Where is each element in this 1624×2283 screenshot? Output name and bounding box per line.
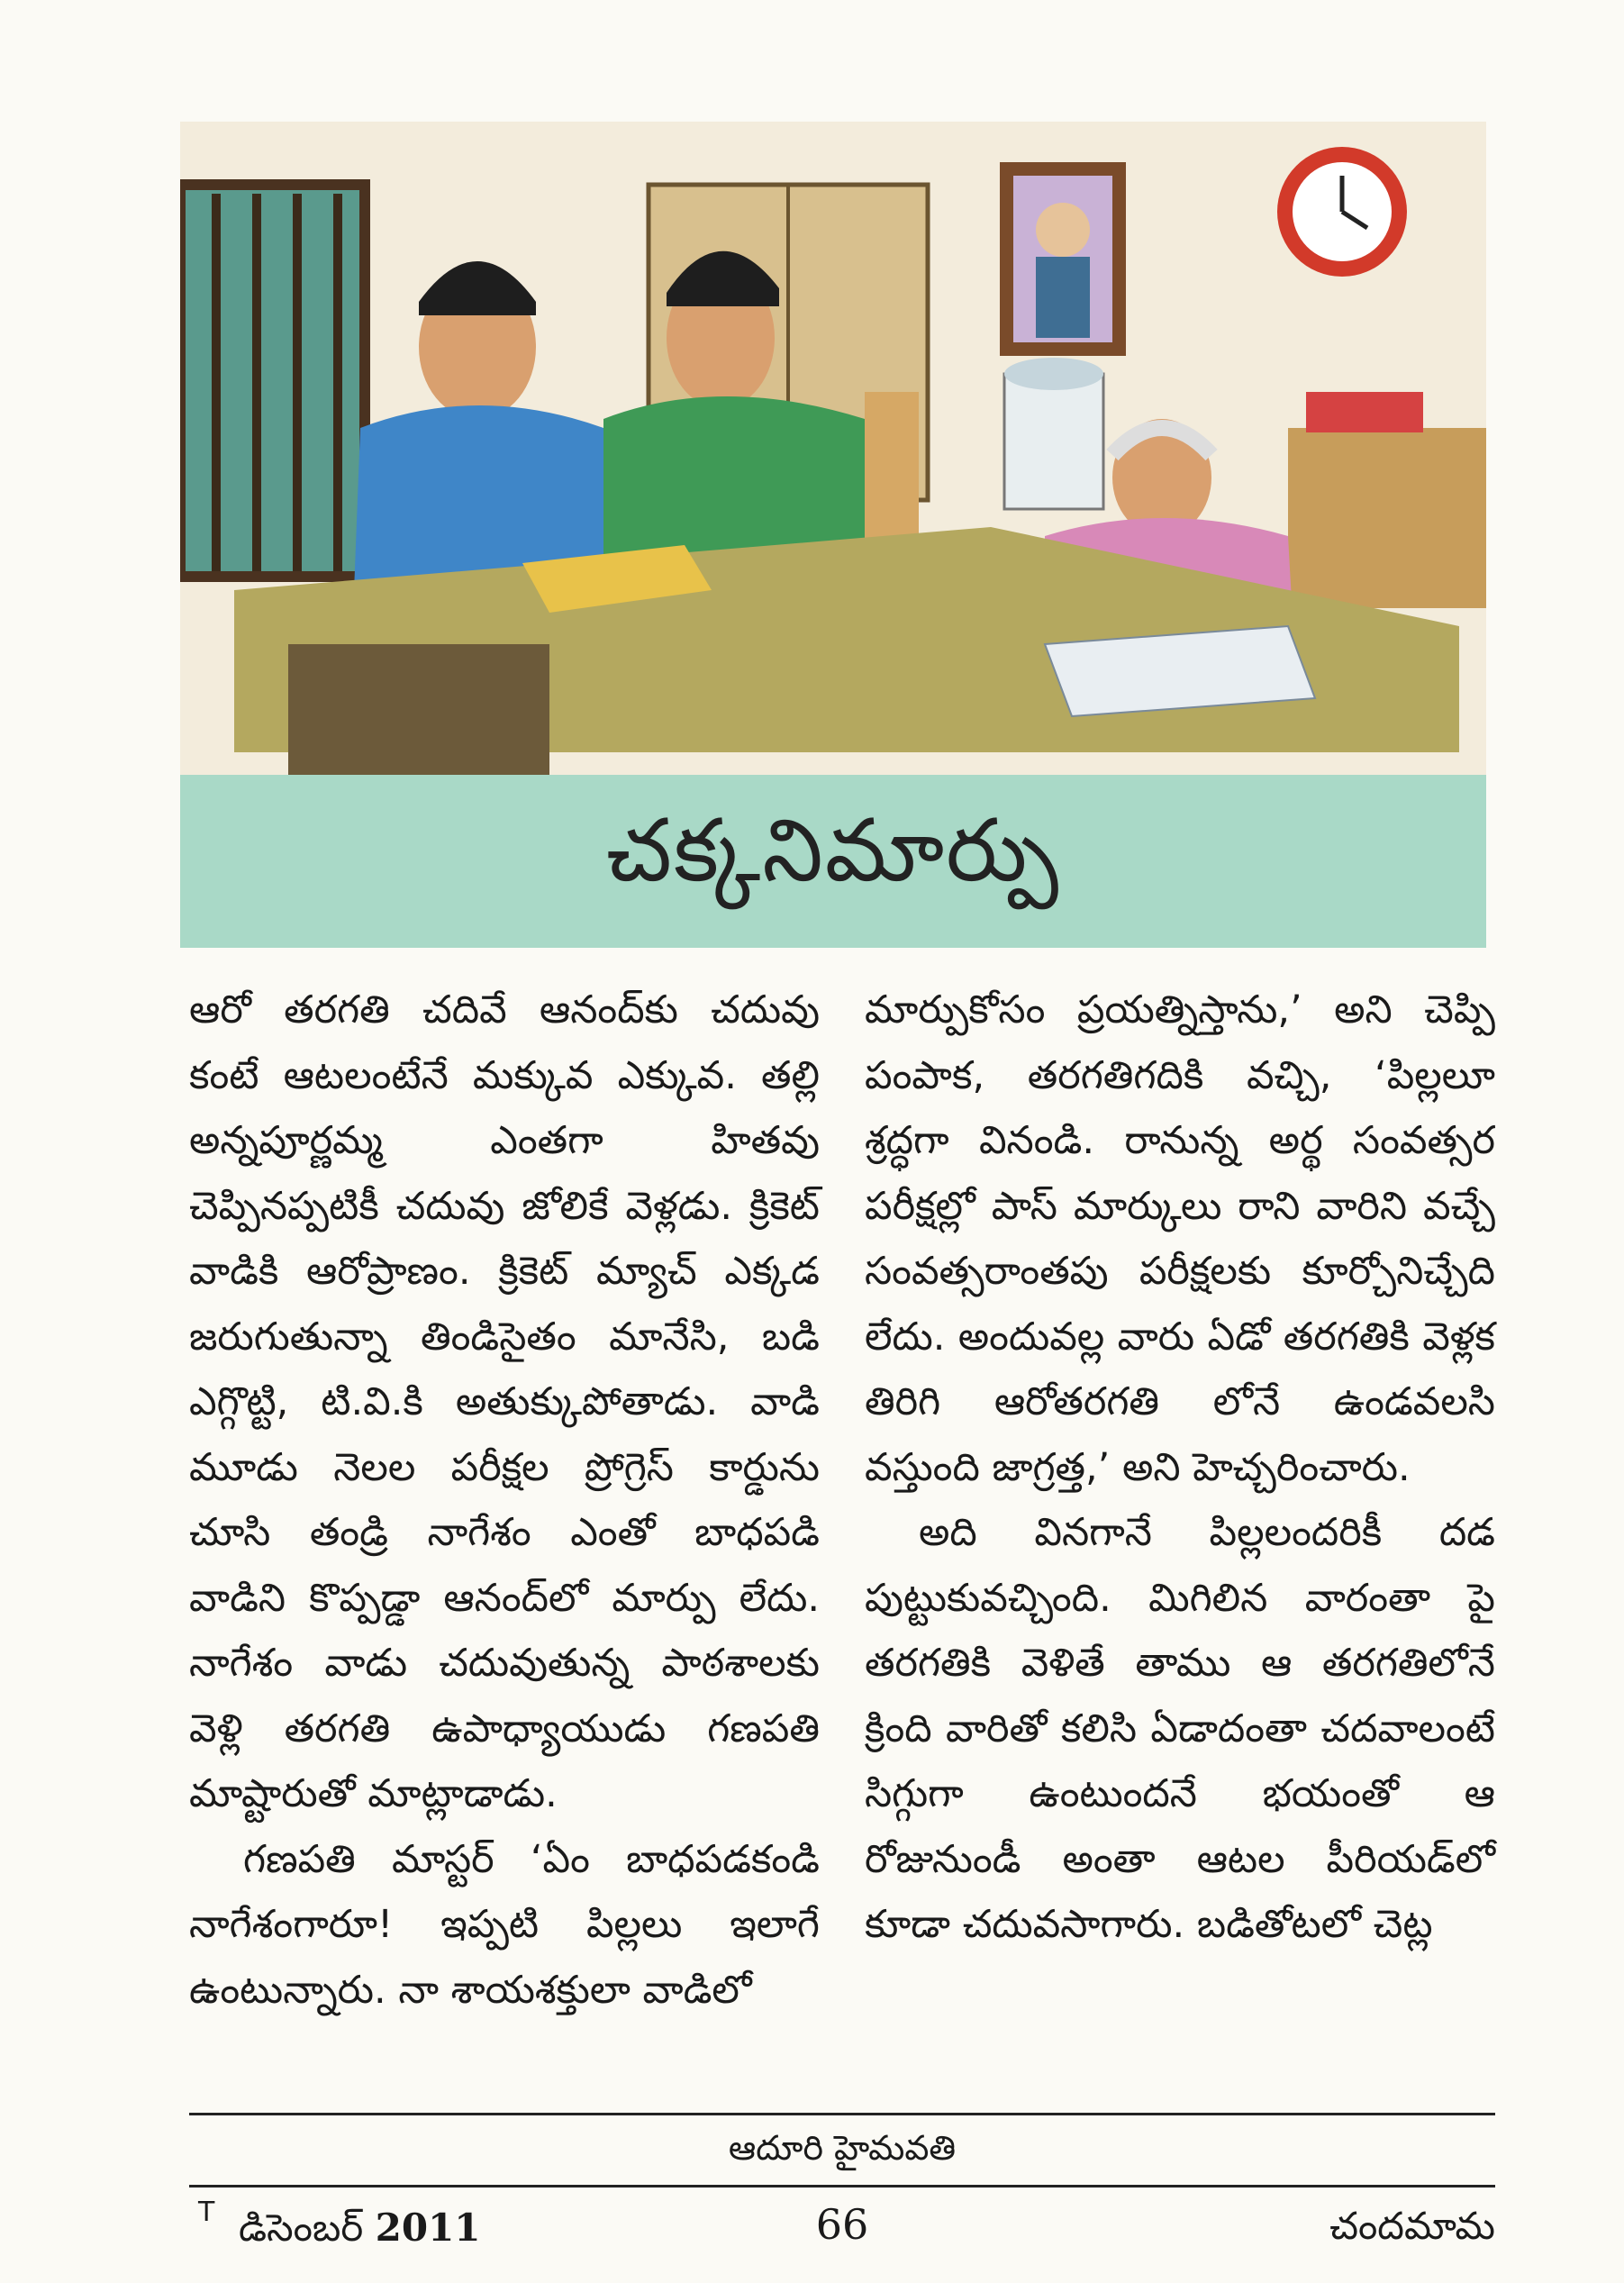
left-paragraph-1: ఆరో తరగతి చదివే ఆనంద్‌కు చదువు కంటే ఆటలంటేనే మక్కువ ఎక్కువ. తల్లి అన్నపూర్ణమ్మ ఎంతగా హితవు చెప్పినప్పటికీ చదువు జోలికే వెళ్లడు. క్రికెట్ వాడికి ఆరోప్రాణం. క్రికెట్ మ్యాచ్ ఎక్కడ జరుగుతున్నా తిండిసైతం మానేసి, బడి ఎగ్గొట్టి, టి.వి.కి అతుక్కుపోతాడు. వాడి మూడు నెలల పరీక్షల ప్రోగ్రెస్ కార్డును చూసి తండ్రి నాగేశం ఎంతో బాధపడి వాడిని కొప్పడ్డా ఆనంద్‌లో మార్పు లేదు. నాగేశం వాడు చదువుతున్న పాఠశాలకు వెళ్లి తరగతి ఉపాధ్యాయుడు గణపతి మాష్టారుతో మాట్లాడాడు. bbox=[189, 987, 820, 1816]
footer-divider bbox=[189, 2185, 1495, 2187]
right-column bbox=[865, 978, 1495, 1958]
title-band bbox=[180, 775, 1486, 948]
left-paragraph-2: గణపతి మాస్టర్ ‘ఏం బాధపడకండి నాగేశంగారూ! ఇప్పటి పిల్లలు ఇలాగే ఉంటున్నారు. నా శాయశక్తులా వాడిలో bbox=[189, 1836, 820, 2013]
page-number: 66 bbox=[815, 2200, 869, 2249]
right-paragraph-1: మార్పుకోసం ప్రయత్నిస్తాను,’ అని చెప్పి పంపాక, తరగతిగదికి వచ్చి, ‘పిల్లలూ శ్రద్ధగా వినండి. రానున్న అర్థ సంవత్సర పరీక్షల్లో పాస్ మార్కులు రాని వారిని వచ్చే సంవత్సరాంతపు పరీక్షలకు కూర్చోనిచ్చేది లేదు. అందువల్ల వారు ఏడో తరగతికి వెళ్లక తిరిగి ఆరోతరగతి లోనే ఉండవలసి వస్తుంది జాగ్రత్త,’ అని హెచ్చరించారు. bbox=[865, 987, 1495, 1490]
office-scene-image bbox=[180, 122, 1486, 775]
left-column bbox=[189, 978, 820, 2023]
story-illustration bbox=[180, 122, 1486, 775]
author-divider-top bbox=[189, 2113, 1495, 2115]
right-paragraph-2: అది వినగానే పిల్లలందరికీ దడ పుట్టుకువచ్చింది. మిగిలిన వారంతా పై తరగతికి వెళితే తాము ఆ తరగతిలోనే క్రింది వారితో కలిసి ఏడాదంతా చదవాలంటే సిగ్గుగా ఉంటుందనే భయంతో ఆ రోజునుండీ అంతా ఆటల పీరియడ్‌లో కూడా చదువసాగారు. బడితోటలో చెట్ల bbox=[865, 1510, 1495, 1947]
story-title: చక్కనిమార్పు bbox=[605, 800, 1061, 901]
page-footer bbox=[189, 2197, 1495, 2260]
issue-year: 2011 bbox=[375, 2206, 481, 2250]
issue-month: డిసెంబర్ bbox=[239, 2206, 364, 2250]
magazine-name: చందమామ bbox=[1329, 2204, 1495, 2248]
author-name: ఆదూరి హైమవతి bbox=[728, 2128, 957, 2168]
footer-mark: T bbox=[198, 2197, 215, 2228]
